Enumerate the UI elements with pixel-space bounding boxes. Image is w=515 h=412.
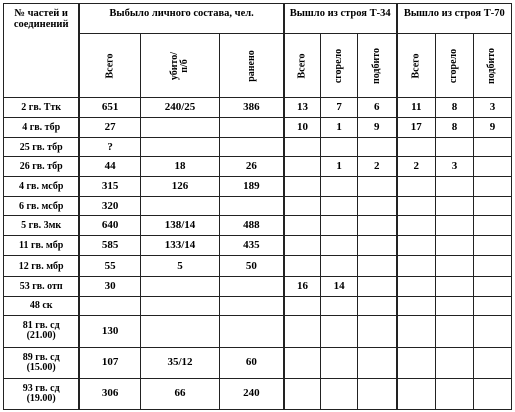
t70-total-cell: 2 (397, 157, 436, 177)
header-t34-group: Вышло из строя Т-34 (284, 4, 397, 34)
t70-hit-cell (473, 216, 511, 236)
t70-burned-cell (436, 296, 474, 315)
t34-burned-cell: 1 (321, 118, 358, 138)
t70-total-cell (397, 296, 436, 315)
table-row (4, 157, 512, 177)
t34-total-cell (284, 216, 321, 236)
t70-burned-cell (436, 216, 474, 236)
t70-hit-cell (473, 296, 511, 315)
t70-total-cell (397, 256, 436, 276)
personnel-total-cell: 130 (79, 315, 140, 347)
personnel-total-cell: 107 (79, 347, 140, 378)
unit-name: 53 гв. отп (19, 280, 63, 292)
personnel-total-cell (79, 296, 140, 315)
personnel-total-cell: 585 (79, 236, 140, 256)
killed-cell: 66 (140, 378, 219, 409)
t34-total-cell: 16 (284, 276, 321, 296)
personnel-total-cell: 651 (79, 98, 140, 118)
wounded-cell (220, 296, 284, 315)
unit-name: 48 ск (29, 300, 53, 312)
t70-burned-cell (436, 347, 474, 378)
t34-hit-cell (358, 296, 397, 315)
table-row (4, 98, 512, 118)
unit-name: 4 гв. мсбр (19, 181, 64, 193)
killed-cell (140, 138, 219, 157)
t34-hit-cell (358, 315, 397, 347)
header-t70-total: Всего (397, 34, 436, 98)
header-t34-hit: подбито (358, 34, 397, 98)
table-row (4, 315, 512, 347)
header-t70-group: Вышло из строя Т-70 (397, 4, 512, 34)
personnel-total-cell: 320 (79, 197, 140, 216)
t34-hit-cell (358, 177, 397, 197)
table-row (4, 197, 512, 216)
unit-name: 93 гв. сд (22, 382, 60, 394)
unit-name: 4 гв. тбр (22, 122, 61, 134)
t70-burned-cell (436, 138, 474, 157)
wounded-cell (220, 315, 284, 347)
t70-burned-cell: 8 (436, 118, 474, 138)
losses-table (3, 3, 512, 410)
table-body (4, 98, 512, 410)
personnel-total-cell: 315 (79, 177, 140, 197)
t70-total-cell (397, 177, 436, 197)
t34-burned-cell: 7 (321, 98, 358, 118)
killed-cell (140, 118, 219, 138)
t70-total-cell (397, 138, 436, 157)
t34-burned-cell (321, 315, 358, 347)
unit-cell (4, 216, 80, 236)
unit-cell (4, 177, 80, 197)
t70-hit-cell (473, 236, 511, 256)
killed-cell (140, 315, 219, 347)
header-unit: № частей и соединений (4, 4, 80, 98)
wounded-cell (220, 118, 284, 138)
header-t70-hit: подбито (473, 34, 511, 98)
t70-total-cell (397, 378, 436, 409)
killed-cell: 240/25 (140, 98, 219, 118)
t34-burned-cell (321, 256, 358, 276)
t70-hit-cell (473, 197, 511, 216)
t34-hit-cell (358, 276, 397, 296)
wounded-cell (220, 276, 284, 296)
t34-total-cell (284, 378, 321, 409)
killed-cell (140, 197, 219, 216)
personnel-total-cell: 44 (79, 157, 140, 177)
t34-total-cell (284, 296, 321, 315)
t70-burned-cell (436, 197, 474, 216)
unit-cell (4, 197, 80, 216)
wounded-cell: 435 (220, 236, 284, 256)
t34-burned-cell: 1 (321, 157, 358, 177)
t34-total-cell: 13 (284, 98, 321, 118)
t70-total-cell: 11 (397, 98, 436, 118)
unit-name: 11 гв. мбр (19, 240, 64, 252)
wounded-cell: 50 (220, 256, 284, 276)
t34-burned-cell (321, 347, 358, 378)
unit-cell (4, 118, 80, 138)
wounded-cell: 488 (220, 216, 284, 236)
unit-name: 81 гв. сд (22, 320, 60, 332)
unit-cell (4, 256, 80, 276)
t70-hit-cell (473, 315, 511, 347)
t34-total-cell (284, 197, 321, 216)
wounded-cell (220, 138, 284, 157)
personnel-total-cell: 30 (79, 276, 140, 296)
t34-burned-cell (321, 216, 358, 236)
t70-hit-cell (473, 157, 511, 177)
t34-burned-cell (321, 296, 358, 315)
t34-burned-cell (321, 177, 358, 197)
unit-name: 89 гв. сд (22, 351, 60, 363)
t34-total-cell (284, 347, 321, 378)
t70-total-cell (397, 197, 436, 216)
t70-hit-cell: 9 (473, 118, 511, 138)
t34-hit-cell (358, 256, 397, 276)
unit-cell (4, 157, 80, 177)
t70-hit-cell (473, 378, 511, 409)
unit-name: 6 гв. мсбр (19, 200, 64, 212)
t70-burned-cell (436, 256, 474, 276)
table-row (4, 236, 512, 256)
t34-total-cell (284, 138, 321, 157)
t70-total-cell (397, 216, 436, 236)
t70-total-cell: 17 (397, 118, 436, 138)
table-row (4, 378, 512, 409)
wounded-cell: 240 (220, 378, 284, 409)
t34-hit-cell: 6 (358, 98, 397, 118)
header-wounded: ранено (220, 34, 284, 98)
wounded-cell: 60 (220, 347, 284, 378)
table-row (4, 296, 512, 315)
personnel-total-cell: 27 (79, 118, 140, 138)
t34-burned-cell (321, 138, 358, 157)
t34-hit-cell (358, 216, 397, 236)
personnel-total-cell: ? (79, 138, 140, 157)
t70-total-cell (397, 315, 436, 347)
t70-burned-cell: 8 (436, 98, 474, 118)
header-row-columns (4, 34, 512, 98)
t70-burned-cell (436, 315, 474, 347)
table-row (4, 118, 512, 138)
t70-hit-cell (473, 177, 511, 197)
t34-total-cell (284, 315, 321, 347)
unit-name: 25 гв. тбр (19, 141, 63, 153)
t70-burned-cell (436, 276, 474, 296)
t34-total-cell (284, 236, 321, 256)
header-t70-burned: сгорело (436, 34, 474, 98)
wounded-cell: 26 (220, 157, 284, 177)
t34-hit-cell (358, 138, 397, 157)
killed-cell: 18 (140, 157, 219, 177)
t34-total-cell (284, 157, 321, 177)
table-row (4, 276, 512, 296)
t34-total-cell: 10 (284, 118, 321, 138)
header-personnel-total: Всего (79, 34, 140, 98)
unit-cell (4, 276, 80, 296)
t34-hit-cell (358, 378, 397, 409)
t70-burned-cell (436, 177, 474, 197)
unit-name: 26 гв. тбр (19, 161, 63, 173)
header-t34-total: Всего (284, 34, 321, 98)
killed-cell (140, 296, 219, 315)
unit-cell (4, 347, 80, 378)
unit-cell (4, 296, 80, 315)
table-row (4, 138, 512, 157)
personnel-total-cell: 640 (79, 216, 140, 236)
t70-burned-cell (436, 378, 474, 409)
unit-time: (15.00) (26, 361, 56, 373)
t70-hit-cell (473, 138, 511, 157)
t34-burned-cell (321, 236, 358, 256)
t34-hit-cell: 2 (358, 157, 397, 177)
t70-burned-cell (436, 236, 474, 256)
killed-cell: 126 (140, 177, 219, 197)
t34-hit-cell (358, 236, 397, 256)
table-row (4, 177, 512, 197)
t34-total-cell (284, 256, 321, 276)
table-row (4, 256, 512, 276)
header-personnel-group: Выбыло личного состава, чел. (79, 4, 283, 34)
t70-hit-cell (473, 276, 511, 296)
t70-total-cell (397, 347, 436, 378)
killed-cell: 133/14 (140, 236, 219, 256)
t34-total-cell (284, 177, 321, 197)
t34-hit-cell: 9 (358, 118, 397, 138)
t70-total-cell (397, 276, 436, 296)
unit-name: 5 гв. 3мк (21, 220, 62, 232)
unit-cell (4, 98, 80, 118)
unit-name: 2 гв. Ттк (21, 102, 62, 114)
unit-time: (19.00) (26, 392, 56, 404)
personnel-total-cell: 306 (79, 378, 140, 409)
header-killed: убито/ п/б (140, 34, 219, 98)
t70-total-cell (397, 236, 436, 256)
t34-burned-cell (321, 197, 358, 216)
wounded-cell: 189 (220, 177, 284, 197)
t34-hit-cell (358, 197, 397, 216)
unit-cell (4, 378, 80, 409)
personnel-total-cell: 55 (79, 256, 140, 276)
killed-cell (140, 276, 219, 296)
unit-cell (4, 138, 80, 157)
table-row (4, 216, 512, 236)
killed-cell: 5 (140, 256, 219, 276)
killed-cell: 138/14 (140, 216, 219, 236)
t34-hit-cell (358, 347, 397, 378)
header-row-groups (4, 4, 512, 34)
t70-hit-cell (473, 256, 511, 276)
table-row (4, 347, 512, 378)
unit-cell (4, 315, 80, 347)
t70-hit-cell: 3 (473, 98, 511, 118)
t70-burned-cell: 3 (436, 157, 474, 177)
t70-hit-cell (473, 347, 511, 378)
wounded-cell (220, 197, 284, 216)
unit-cell (4, 236, 80, 256)
unit-time: (21.00) (26, 330, 56, 342)
t34-burned-cell: 14 (321, 276, 358, 296)
header-t34-burned: сгорело (321, 34, 358, 98)
unit-name: 12 гв. мбр (18, 260, 64, 272)
killed-cell: 35/12 (140, 347, 219, 378)
t34-burned-cell (321, 378, 358, 409)
wounded-cell: 386 (220, 98, 284, 118)
